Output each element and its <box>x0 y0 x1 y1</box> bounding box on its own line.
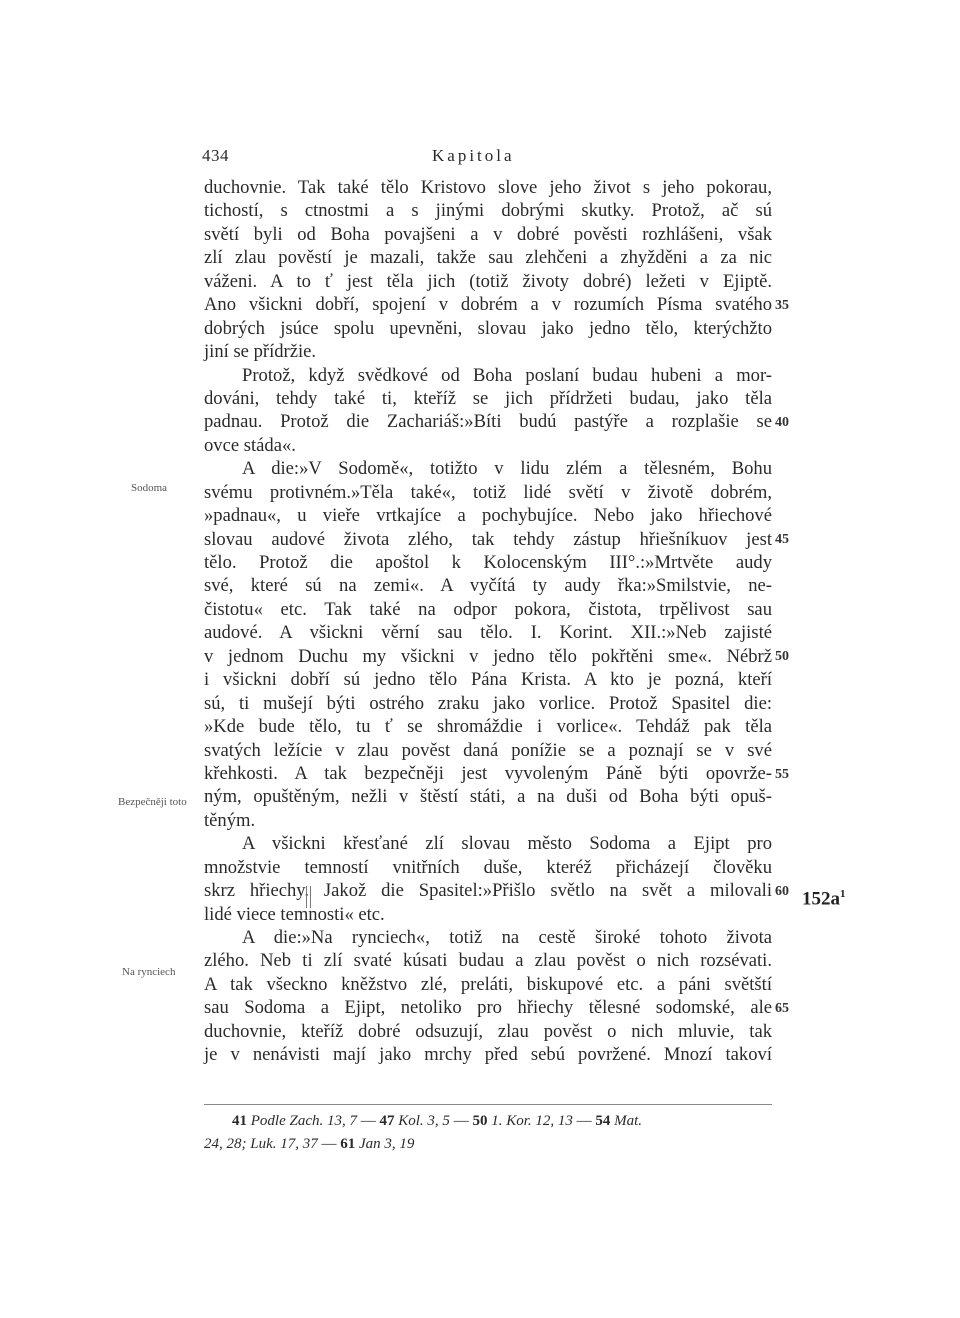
text-line: audové. A všickni věrní sau tělo. I. Korint. XII.:»Neb zajisté <box>204 622 772 644</box>
line-number: 45 <box>775 532 789 547</box>
text-line: sau Sodoma a Ejipt, netoliko pro hřiechy tělesné sodomské, ale <box>204 997 772 1019</box>
main-text <box>204 176 772 1067</box>
text-line: A všickni křesťané zlí slovau město Sodoma a Ejipt pro <box>242 833 772 855</box>
footnote-reference: Mat. <box>614 1113 643 1129</box>
text-line: skrz hřiechy. Jakož die Spasitel:»Přišlo světlo na svět a milovali <box>204 880 772 902</box>
footnote-separator: — <box>321 1136 337 1152</box>
text-line: »padnau«, u vieře vrtkajíce a pochybujíce. Nebo jako hřiechové <box>204 505 772 527</box>
text-line: čistotu« etc. Tak také na odpor pokora, čistota, trpělivost sau <box>204 598 772 620</box>
footnote-number: 50 <box>472 1113 488 1129</box>
folio-mark-text: 152a <box>802 888 840 910</box>
text-line: křehkosti. A tak bezpečněji jest vyvoleným Páně býti opovrže- <box>204 762 772 784</box>
footnote-separator: — <box>576 1113 592 1129</box>
text-line: v jednom Duchu my všickni v jedno tělo pokřtěni sme«. Nébrž <box>204 645 772 667</box>
text-line: duchovnie, kteříž dobré odsuzují, zlau pověst o nich mluvie, tak <box>204 1020 772 1042</box>
footnote-number: 41 <box>232 1113 247 1129</box>
footnote-number: 54 <box>595 1113 611 1129</box>
text-line: je v nenávisti mají jako mrchy před sebú povržené. Mnozí takoví <box>204 1044 772 1066</box>
running-title: Kapitola <box>432 146 515 165</box>
folio-mark <box>802 888 846 910</box>
margin-note-sodoma: Sodoma <box>131 482 168 494</box>
footnote-reference: Jan 3, 19 <box>359 1136 415 1152</box>
text-line: váženi. A to ť jest těla jich (totiž životy dobré) ležeti v Ejiptě. <box>204 270 772 292</box>
text-line: své, které sú na zemi«. A vyčítá ty audy řka:»Smilstvie, ne- <box>204 575 772 597</box>
margin-note-na-rynciech: Na rynciech <box>122 966 176 978</box>
line-number: 65 <box>775 1001 789 1016</box>
text-line: A die:»V Sodomě«, totižto v lidu zlém a tělesném, Bohu <box>242 458 772 480</box>
folio-mark-sup: 1 <box>840 888 846 900</box>
line-number: 55 <box>775 767 789 782</box>
text-line: sú, ti mušejí býti ostrého zraku jako vorlice. Protož Spasitel die: <box>204 692 772 714</box>
text-line: zlí zlau pověstí je mazali, takže sau zlehčeni a zhyžděni a za nic <box>204 247 772 269</box>
footnote-number: 47 <box>379 1113 395 1129</box>
text-line: množstvie temností vnitřních duše, kteréž přicházejí člověku <box>204 856 772 878</box>
text-line: lidé viece temnosti« etc. <box>204 903 385 925</box>
footnote-line <box>204 1133 772 1156</box>
footnote-line <box>204 1110 772 1133</box>
folio-divider <box>306 886 311 908</box>
text-line: i všickni dobří sú jedno tělo Pána Krista. A kto je pozná, kteří <box>204 669 772 691</box>
text-line: dobrých jsúce spolu upevněni, slovau jako jedno tělo, kterýchžto <box>204 317 772 339</box>
text-line: dováni, tehdy také ti, kteříž se jich přídržeti budau, jako těla <box>204 387 772 409</box>
text-line: tělo. Protož die apoštol k Kolocenským III°.:»Mrtvěte audy <box>204 552 772 573</box>
footnote-reference: 24, 28; Luk. 17, 37 <box>204 1136 318 1152</box>
text-line: Protož, když svědkové od Boha poslaní budau hubeni a mor- <box>242 364 772 386</box>
footnote-reference: Kol. 3, 5 <box>398 1113 450 1129</box>
text-line: Ano všickni dobří, spojení v dobrém a v rozumích Písma svatého <box>204 294 772 316</box>
footnotes <box>204 1110 772 1156</box>
text-line: svatých ležície v zlau pověst daná ponížie se a poznají se v své <box>204 739 772 761</box>
line-number: 60 <box>775 884 789 899</box>
text-line: padnau. Protož die Zachariáš:»Bíti budú pastýře a rozplašie se <box>204 411 772 433</box>
footnote-separator: — <box>360 1113 376 1129</box>
line-number: 35 <box>775 298 789 313</box>
page-number: 434 <box>202 146 229 165</box>
text-line: svému protivném.»Těla také«, totiž lidé světí v životě dobrém, <box>204 481 772 503</box>
text-line: A die:»Na rynciech«, totiž na cestě široké tohoto života <box>242 927 772 948</box>
text-line: ovce stáda«. <box>204 434 296 456</box>
text-line: ným, opuštěným, nežli v štěstí státi, a na duši od Boha býti opuš- <box>204 786 772 808</box>
text-line: »Kde bude tělo, tu ť se shromáždie i vorlice«. Tehdáž pak těla <box>204 716 772 738</box>
footnote-reference: 1. Kor. 12, 13 <box>491 1113 573 1129</box>
text-line: zlého. Neb ti zlí svaté kúsati budau a zlau pověst o nich rozsévati. <box>204 950 772 972</box>
text-line: slovau audové života zlého, tak tehdy zástup hřiešníkuov jest <box>204 528 772 550</box>
line-number: 40 <box>775 415 789 430</box>
text-line: světí byli od Boha povajšeni a v dobré pověsti rozhlášeni, však <box>204 223 772 245</box>
footnote-number: 61 <box>340 1136 356 1152</box>
margin-note-bezpecneji: Bezpečněji toto <box>118 796 187 808</box>
footnote-separator: — <box>453 1113 469 1129</box>
footnote-reference: Podle Zach. 13, 7 <box>250 1113 357 1129</box>
text-line: tichostí, s ctnostmi a s jinými dobrými skutky. Protož, ač sú <box>204 200 772 222</box>
line-number: 50 <box>775 649 789 664</box>
text-line: těným. <box>204 809 256 831</box>
footnote-rule <box>204 1104 772 1105</box>
text-line: jiní se přídržie. <box>204 341 317 363</box>
text-line: duchovnie. Tak také tělo Kristovo slove jeho život s jeho pokorau, <box>204 177 772 198</box>
text-line: A tak všeckno kněžstvo zlé, preláti, biskupové etc. a páni světští <box>204 973 772 995</box>
